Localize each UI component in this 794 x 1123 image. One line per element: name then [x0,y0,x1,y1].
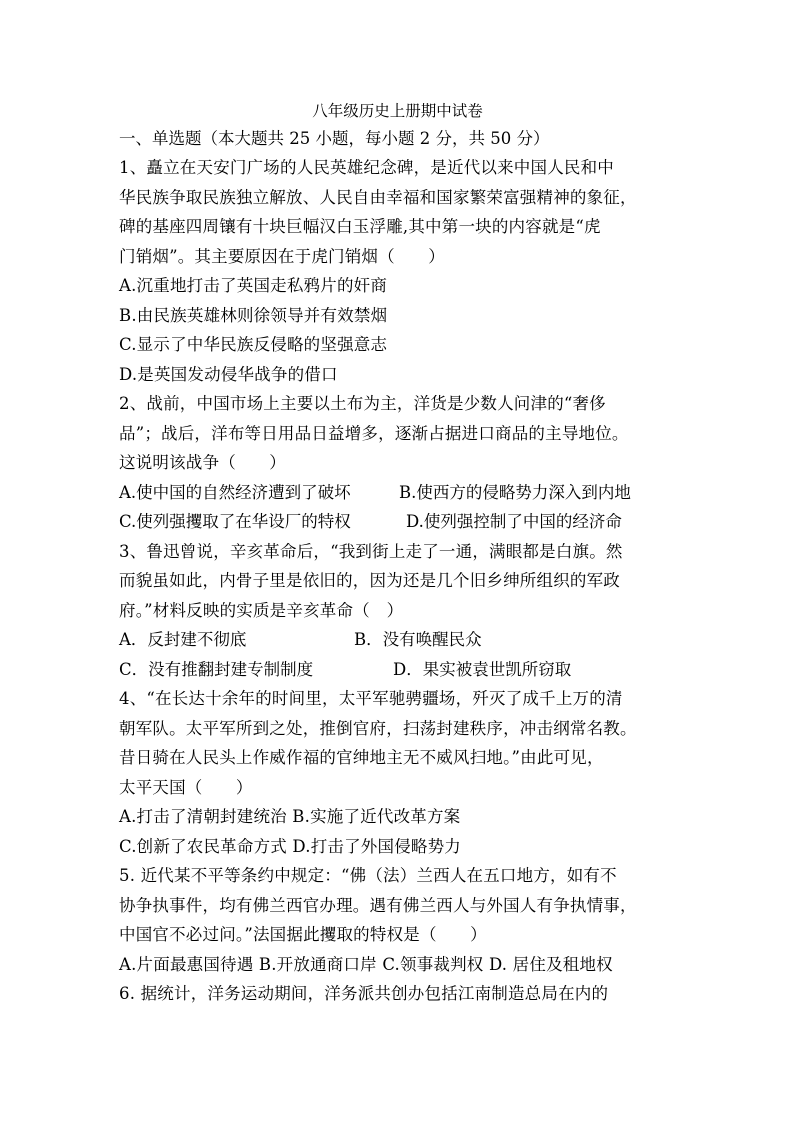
question-text-line: 2、战前，中国市场上主要以土布为主，洋货是少数人问津的“奢侈 [119,394,606,413]
question-text-line: 3、鲁迅曾说，辛亥革命后，“我到街上走了一通，满眼都是白旗。然 [119,541,623,561]
option-row [119,655,684,685]
option-row-cd: C.创新了农民革命方式 D.打击了外国侵略势力 [119,836,462,856]
question-5 [119,861,684,979]
option-b: B．没有唤醒民众 [354,630,482,649]
option-a: A.沉重地打击了英国走私鸦片的奸商 [119,276,388,295]
page-title: 八年级历史上册期中试卷 [312,102,483,120]
option-c: C.显示了中华民族反侵略的坚强意志 [119,335,388,354]
question-text-line: 而貌虽如此，内骨子里是依旧的，因为还是几个旧乡绅所组织的军政 [119,571,620,590]
option-row [119,478,684,508]
exam-content [119,98,684,1009]
question-text-line: 5. 近代某不平等条约中规定：“佛（法）兰西人在五口地方，如有不 [119,866,617,885]
question-2 [119,389,684,537]
question-text-line: 太平天国（ ） [119,777,253,797]
option-c: C.使列强攫取了在华设厂的特权 [119,512,351,531]
question-text-line: 碑的基座四周镶有十块巨幅汉白玉浮雕,其中第一块的内容就是“虎 [119,217,601,236]
question-text-line: 4、“在长达十余年的时间里，太平军驰骋疆场，歼灭了成千上万的清 [119,689,623,708]
option-b: B.由民族英雄林则徐领导并有效禁烟 [119,305,388,325]
option-c: C．没有推翻封建专制制度 [119,659,314,679]
option-d: D．果实被袁世凯所窃取 [393,659,572,679]
question-text-line: 这说明该战争（ ） [119,453,286,472]
question-text-line: 朝军队。太平军所到之处，推倒官府，扫荡封建秩序，冲击纲常名教。 [119,718,637,738]
question-text-line: 府。”材料反映的实质是辛亥革命（ ） [119,600,404,620]
section-heading: 一、单选题（本大题共 25 小题，每小题 2 分，共 50 分） [119,129,550,148]
option-a: A.使中国的自然经济遭到了破坏 [119,482,351,502]
question-text-line: 1、矗立在天安门广场的人民英雄纪念碑，是近代以来中国人民和中 [119,158,614,177]
question-4 [119,684,684,861]
question-3 [119,537,684,685]
question-text-line: 6. 据统计，洋务运动期间，洋务派共创办包括江南制造总局在内的 [119,984,609,1003]
option-row [119,625,684,655]
question-text-line: 中国官不必过问。”法国据此攫取的特权是（ ） [119,925,487,944]
option-row [119,507,684,537]
option-d: D.是英国发动侵华战争的借口 [119,364,338,384]
question-text-line: 华民族争取民族独立解放、人民自由幸福和国家繁荣富强精神的象征， [119,187,637,207]
option-row-ab: A.打击了清朝封建统治 B.实施了近代改革方案 [119,807,461,826]
question-text-line: 品”；战后，洋布等日用品日益增多，逐渐占据进口商品的主导地位。 [119,423,629,443]
option-b: B.使西方的侵略势力深入到内地 [399,482,631,502]
question-6 [119,979,684,1009]
question-text-line: 门销烟”。其主要原因在于虎门销烟（ ） [119,246,445,266]
question-1 [119,153,684,389]
option-a: A．反封建不彻底 [119,630,247,649]
question-text-line: 昔日骑在人民头上作威作福的官绅地主无不威风扫地。”由此可见， [119,748,604,767]
option-row-abcd: A.片面最惠国待遇 B.开放通商口岸 C.领事裁判权 D. 居住及租地权 [119,954,613,974]
question-text-line: 协争执事件，均有佛兰西官办理。遇有佛兰西人与外国人有争执情事， [119,895,637,915]
option-d: D.使列强控制了中国的经济命 [406,512,622,531]
